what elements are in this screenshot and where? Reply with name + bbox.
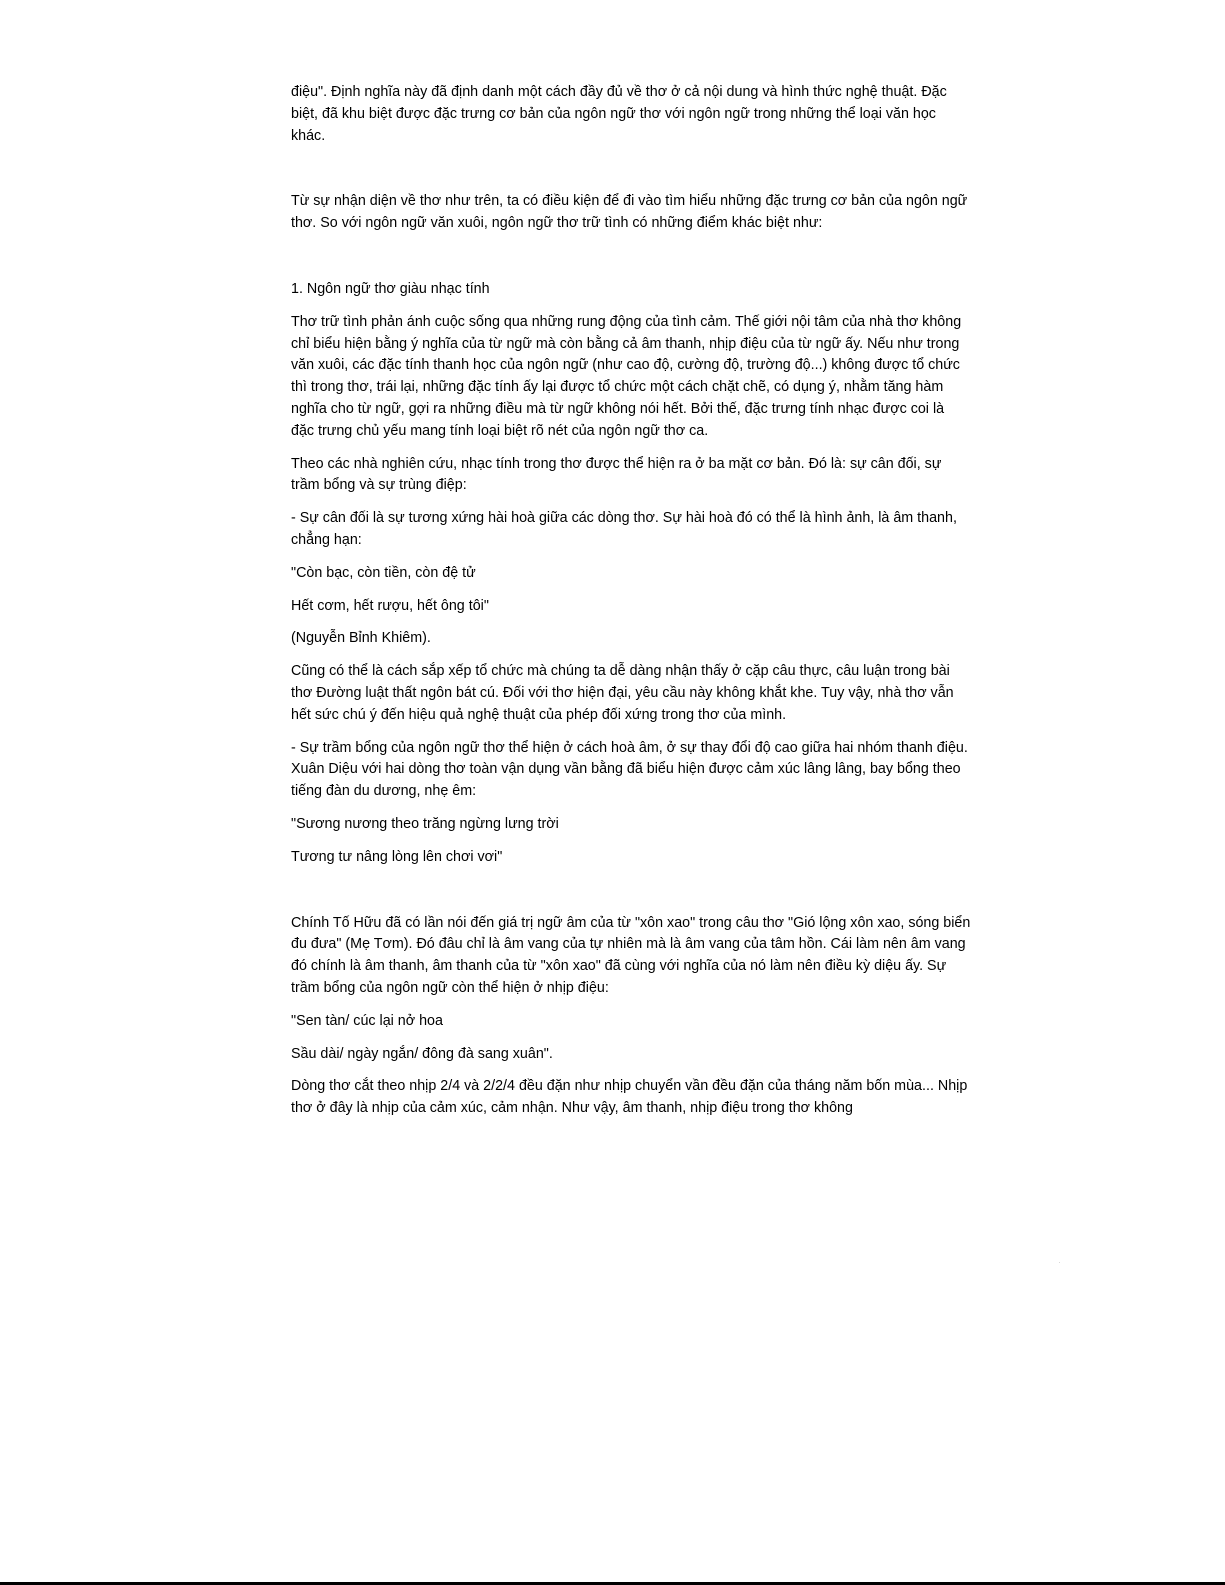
poem-line: "Sen tàn/ cúc lại nở hoa <box>291 1012 443 1029</box>
poem-line: Sầu dài/ ngày ngắn/ đông đà sang xuân". <box>291 1045 553 1062</box>
poem-line: Tương tư nâng lòng lên chơi vơi" <box>291 848 503 865</box>
poem-line: Hết cơm, hết rượu, hết ông tôi" <box>291 597 489 614</box>
paragraph-to-huu: Chính Tố Hữu đã có lần nói đến giá trị ngữ âm của từ "xôn xao" trong câu thơ "Gió lộng xôn xao, sóng biển đu đưa" (Mẹ Tơm). Đó đâu chỉ là âm vang của tự nhiên mà là âm vang của tâm hồn. Cái làm nên âm vang đó chính là âm thanh, âm thanh của từ "xôn xao" đã cùng với nghĩa của nó làm nên điều kỳ diệu ấy. Sự trầm bổng của ngôn ngữ còn thể hiện ở nhịp điệu: <box>291 914 971 996</box>
paragraph-rhythm: Dòng thơ cắt theo nhịp 2/4 và 2/2/4 đều đặn như nhịp chuyển vần đều đặn của tháng năm bốn mùa... Nhịp thơ ở đây là nhịp của cảm xúc, cảm nhận. Như vậy, âm thanh, nhịp điệu trong thơ không <box>291 1078 968 1117</box>
scan-speck <box>1059 1262 1060 1263</box>
poem-line: "Còn bạc, còn tiền, còn đệ tử <box>291 564 476 581</box>
paragraph-melody: - Sự trầm bổng của ngôn ngữ thơ thể hiện ở cách hoà âm, ở sự thay đổi độ cao giữa hai nhóm thanh điệu. Xuân Diệu với hai dòng thơ toàn vận dụng vần bằng đã biểu hiện được cảm xúc lâng lâng, bay bổng theo tiếng đàn du dương, nhẹ êm: <box>291 739 968 800</box>
paragraph-three-aspects: Theo các nhà nghiên cứu, nhạc tính trong thơ được thể hiện ra ở ba mặt cơ bản. Đó là: sự cân đối, sự trầm bổng và sự trùng điệp: <box>291 455 942 494</box>
paragraph-balance: - Sự cân đối là sự tương xứng hài hoà giữa các dòng thơ. Sự hài hoà đó có thể là hình ảnh, là âm thanh, chẳng hạn: <box>291 510 957 548</box>
poem-line: "Sương nương theo trăng ngừng lưng trời <box>291 815 559 832</box>
document-body <box>291 82 971 1131</box>
paragraph-intro: Từ sự nhận diện về thơ như trên, ta có điều kiện để đi vào tìm hiểu những đặc trưng cơ bản của ngôn ngữ thơ. So với ngôn ngữ văn xuôi, ngôn ngữ thơ trữ tình có những điểm khác biệt như: <box>291 193 968 232</box>
section-heading: 1. Ngôn ngữ thơ giàu nhạc tính <box>291 280 490 297</box>
paragraph-definition: điệu". Định nghĩa này đã định danh một cách đầy đủ về thơ ở cả nội dung và hình thức nghệ thuật. Đặc biệt, đã khu biệt được đặc trưng cơ bản của ngôn ngữ thơ với ngôn ngữ trong những thể loại văn học khác. <box>291 84 947 144</box>
poem-attribution: (Nguyễn Bỉnh Khiêm). <box>291 630 431 647</box>
paragraph-lyric-poetry: Thơ trữ tình phản ánh cuộc sống qua những rung động của tình cảm. Thế giới nội tâm của nhà thơ không chỉ biểu hiện bằng ý nghĩa của từ ngữ mà còn bằng cả âm thanh, nhịp điệu của từ ngữ ấy. Nếu như trong văn xuôi, các đặc tính thanh học của ngôn ngữ (như cao độ, cường độ, trường độ...) không được tổ chức thì trong thơ, trái lại, những đặc tính ấy lại được tổ chức một cách chặt chẽ, có dụng ý, nhằm tăng hàm nghĩa cho từ ngữ, gợi ra những điều mà từ ngữ không nói hết. Bởi thế, đặc trưng tính nhạc được coi là đặc trưng chủ yếu mang tính loại biệt rõ nét của ngôn ngữ thơ ca. <box>291 313 962 439</box>
paragraph-tang-poetry: Cũng có thể là cách sắp xếp tổ chức mà chúng ta dễ dàng nhận thấy ở cặp câu thực, câu luận trong bài thơ Đường luật thất ngôn bát cú. Đối với thơ hiện đại, yêu cầu này không khắt khe. Tuy vậy, nhà thơ vẫn hết sức chú ý đến hiệu quả nghệ thuật của phép đối xứng trong thơ của mình. <box>291 663 954 723</box>
